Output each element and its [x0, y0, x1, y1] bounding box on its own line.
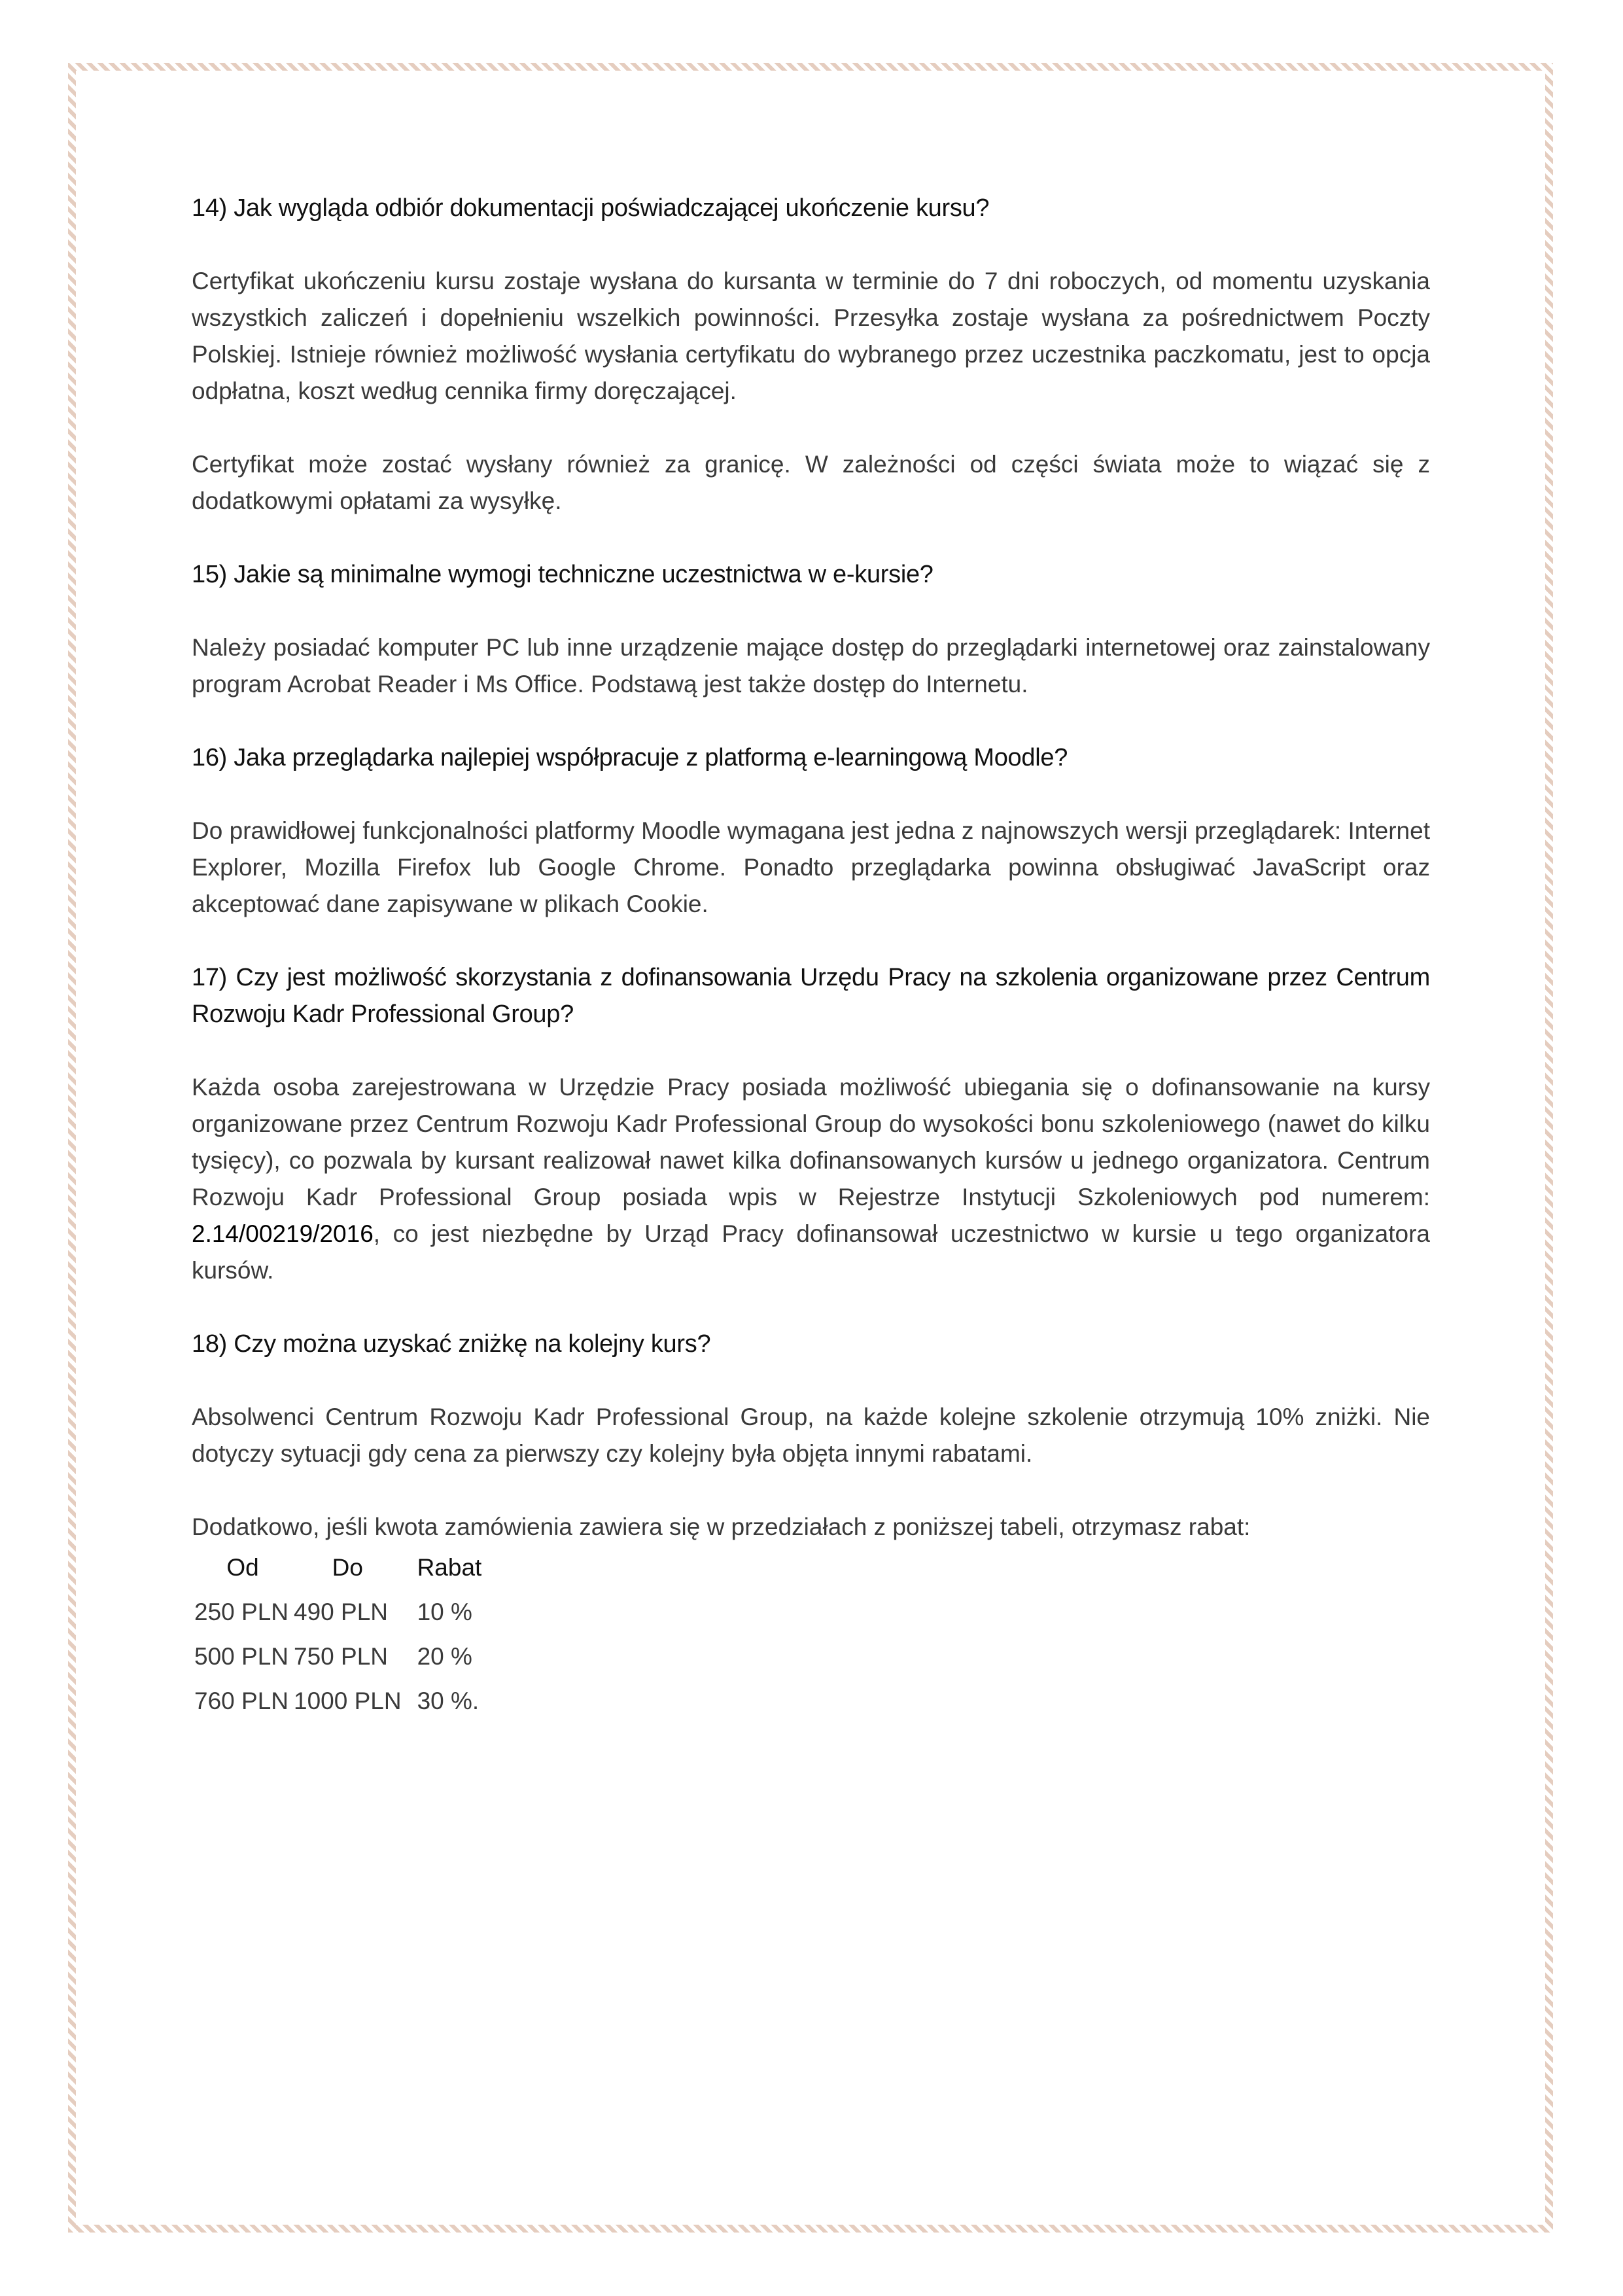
- answer-14-paragraph-2: Certyfikat może zostać wysłany również za granicę. W zależności od części świata może to wiązać się z dodatkowymi opłatami za wysyłkę.: [192, 451, 1430, 514]
- answer-14-paragraph-1: Certyfikat ukończeniu kursu zostaje wysłana do kursanta w terminie do 7 dni roboczych, od momentu uzyskania wszystkich zaliczeń i dopełnieniu wszelkich powinności. Przesyłka zostaje wysłana za pośrednictwem Poczty Polskiej. Istnieje również możliwość wysłania certyfikatu do wybranego przez uczestnika paczkomatu, jest to opcja odpłatna, koszt według cennika firmy doręczającej.: [192, 268, 1430, 404]
- answer-17-paragraph: [192, 1069, 1430, 1289]
- cell-rabat: 10 %: [417, 1598, 472, 1625]
- discount-table-header-row: [194, 1545, 484, 1590]
- cell-do: 490 PLN: [294, 1598, 388, 1625]
- answer-16-paragraph: Do prawidłowej funkcjonalności platformy Moodle wymagana jest jedna z najnowszych wersji przeglądarek: Internet Explorer, Mozilla Firefox lub Google Chrome. Ponadto przeglądarka powinna obsługiwać JavaScript oraz akceptować dane zapisywane w plikach Cookie.: [192, 817, 1430, 917]
- cell-rabat: 30 %.: [417, 1687, 480, 1714]
- discount-table: [194, 1545, 484, 1723]
- registry-number: 2.14/00219/2016: [192, 1220, 374, 1247]
- question-14: 14) Jak wygląda odbiór dokumentacji poświadczającej ukończenie kursu?: [192, 194, 990, 222]
- cell-rabat: 20 %: [417, 1643, 472, 1670]
- answer-18-paragraph: Absolwenci Centrum Rozwoju Kadr Professional Group, na każde kolejne szkolenie otrzymują 10% zniżki. Nie dotyczy sytuacji gdy cena za pierwszy czy kolejny była objęta innymi rabatami.: [192, 1404, 1430, 1467]
- cell-od: 760 PLN: [194, 1687, 288, 1714]
- answer-17-text-before: Każda osoba zarejestrowana w Urzędzie Pracy posiada możliwość ubiegania się o dofinansowanie na kursy organizowane przez Centrum Rozwoju Kadr Professional Group do wysokości bonu szkoleniowego (nawet do kilku tysięcy), co pozwala by kursant realizował nawet kilka dofinansowanych kursów u jednego organizatora. Centrum Rozwoju Kadr Professional Group posiada wpis w Rejestrze Instytucji Szkoleniowych pod numerem:: [192, 1074, 1430, 1210]
- table-row: [194, 1590, 484, 1634]
- question-18: 18) Czy można uzyskać zniżkę na kolejny kurs?: [192, 1330, 711, 1358]
- question-16: 16) Jaka przeglądarka najlepiej współpracuje z platformą e-learningową Moodle?: [192, 744, 1068, 771]
- document-content: [192, 190, 1430, 1723]
- column-header-od: Od: [226, 1554, 259, 1581]
- column-header-do: Do: [332, 1554, 363, 1581]
- answer-15-paragraph: Należy posiadać komputer PC lub inne urządzenie mające dostęp do przeglądarki internetowej oraz zainstalowany program Acrobat Reader i Ms Office. Podstawą jest także dostęp do Internetu.: [192, 634, 1430, 698]
- cell-od: 500 PLN: [194, 1643, 288, 1670]
- question-15: 15) Jakie są minimalne wymogi techniczne uczestnictwa w e-kursie?: [192, 561, 934, 588]
- table-row: [194, 1634, 484, 1679]
- answer-17-text-after: , co jest niezbędne by Urząd Pracy dofinansował uczestnictwo w kursie u tego organizatora kursów.: [192, 1220, 1430, 1284]
- cell-od: 250 PLN: [194, 1598, 288, 1625]
- question-17: 17) Czy jest możliwość skorzystania z dofinansowania Urzędu Pracy na szkolenia organizowane przez Centrum Rozwoju Kadr Professional Group?: [192, 964, 1430, 1028]
- cell-do: 1000 PLN: [294, 1687, 402, 1714]
- table-row: [194, 1679, 484, 1723]
- column-header-rabat: Rabat: [417, 1554, 482, 1581]
- cell-do: 750 PLN: [294, 1643, 388, 1670]
- discount-table-intro: Dodatkowo, jeśli kwota zamówienia zawiera się w przedziałach z poniższej tabeli, otrzymasz rabat:: [192, 1513, 1251, 1540]
